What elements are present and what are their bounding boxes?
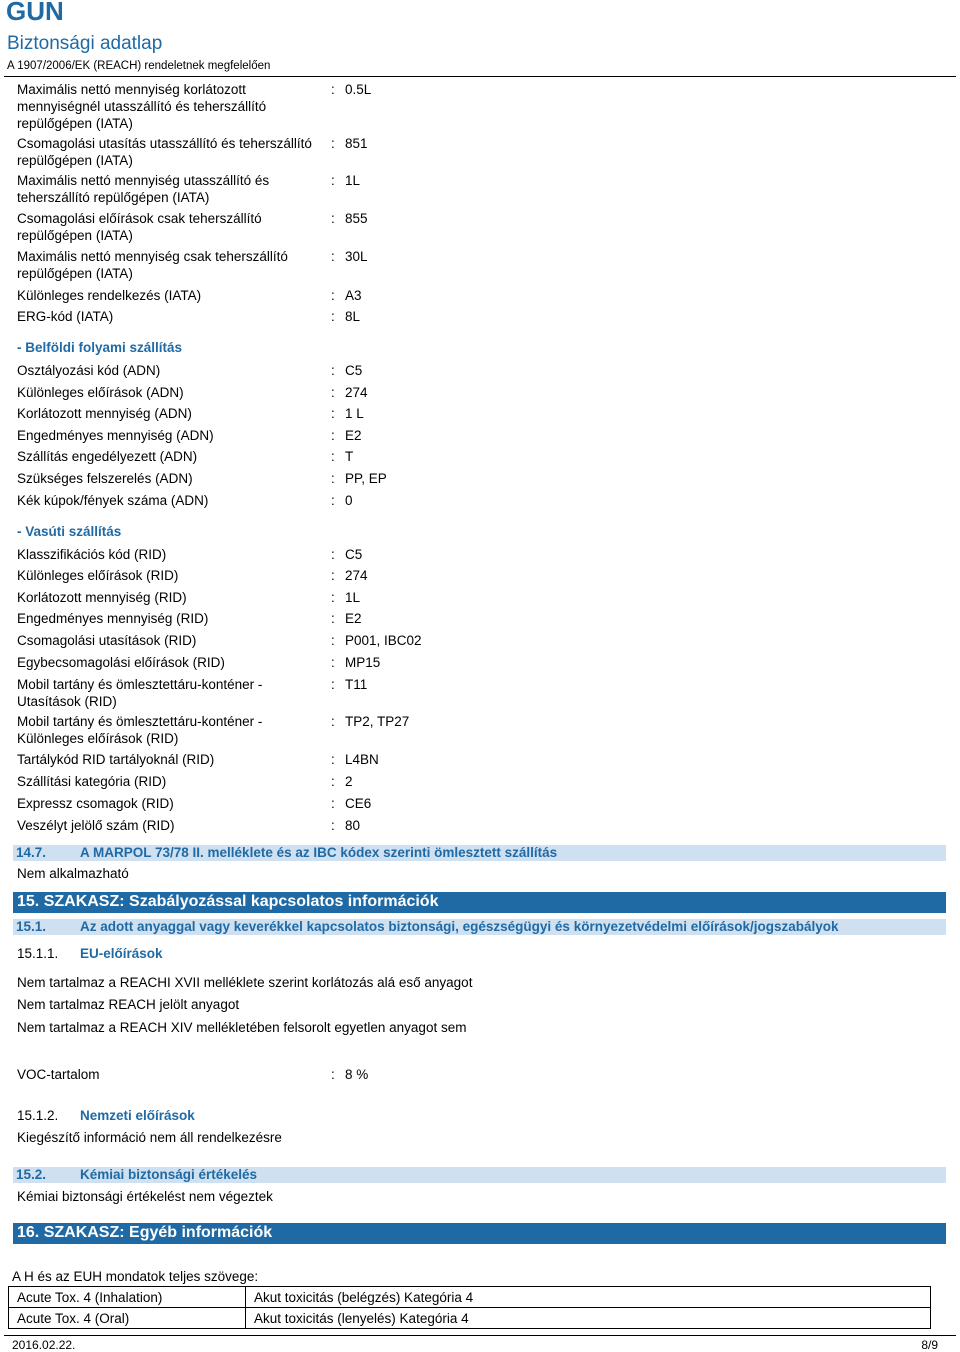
row-value: 0.5L bbox=[345, 82, 372, 97]
row-value: 2 bbox=[345, 774, 353, 789]
document-type: Biztonsági adatlap bbox=[7, 33, 163, 54]
product-title: GUN bbox=[6, 0, 64, 26]
footer-page-number: 8/9 bbox=[921, 1338, 938, 1352]
row-label: Különleges előírások (ADN) bbox=[17, 385, 184, 400]
voc-label: VOC-tartalom bbox=[17, 1067, 100, 1082]
adn-heading: - Belföldi folyami szállítás bbox=[17, 340, 183, 355]
eu-line: Nem tartalmaz REACH jelölt anyagot bbox=[17, 997, 240, 1012]
section-title: Nemzeti előírások bbox=[80, 1108, 195, 1123]
section-16-header bbox=[13, 1223, 946, 1244]
row-value: 274 bbox=[345, 385, 368, 400]
row-label: Maximális nettó mennyiség utasszállító és teherszállító repülőgépen (IATA) bbox=[17, 173, 270, 205]
row-label: Csomagolási utasítás utasszállító és teherszállító repülőgépen (IATA) bbox=[17, 136, 312, 168]
table-row bbox=[9, 1308, 931, 1329]
row-label: Különleges előírások (RID) bbox=[17, 568, 179, 583]
row-value: 851 bbox=[345, 136, 368, 151]
row-value: 80 bbox=[345, 818, 361, 833]
section-title: EU-előírások bbox=[80, 946, 163, 961]
h-phrases-table bbox=[8, 1286, 931, 1329]
row-value: 1 L bbox=[345, 406, 364, 421]
row-label: Mobil tartány és ömlesztettáru-konténer - Utasítások (RID) bbox=[17, 677, 263, 709]
section-number: 15.1. bbox=[16, 919, 47, 934]
row-value: 1L bbox=[345, 590, 361, 605]
row-value: T11 bbox=[345, 677, 368, 692]
row-label: Mobil tartány és ömlesztettáru-konténer - Különleges előírások (RID) bbox=[17, 714, 263, 746]
row-value: PP, EP bbox=[345, 471, 387, 486]
row-label: Szükséges felszerelés (ADN) bbox=[17, 471, 193, 486]
row-value: C5 bbox=[345, 363, 363, 378]
row-value: P001, IBC02 bbox=[345, 633, 422, 648]
row-label: Engedményes mennyiség (ADN) bbox=[17, 428, 214, 443]
section-number: 15.1.1. bbox=[17, 946, 59, 961]
section-15-header bbox=[13, 892, 946, 913]
row-label: Maximális nettó mennyiség korlátozott mennyiségnél utasszállító és teherszállító repülőgépen (IATA) bbox=[17, 82, 267, 131]
rid-heading: - Vasúti szállítás bbox=[17, 524, 122, 539]
section-number: 14.7. bbox=[16, 845, 47, 860]
row-value: CE6 bbox=[345, 796, 372, 811]
regulation-line: A 1907/2006/EK (REACH) rendeletnek megfelelően bbox=[7, 60, 271, 72]
section-title: A MARPOL 73/78 II. melléklete és az IBC kódex szerinti ömlesztett szállítás bbox=[80, 845, 558, 860]
section-14-7-text: Nem alkalmazható bbox=[17, 866, 129, 881]
section-15-1-2-text: Kiegészítő információ nem áll rendelkezésre bbox=[17, 1130, 282, 1145]
table-cell: Akut toxicitás (belégzés) Kategória 4 bbox=[246, 1287, 931, 1308]
row-label: Osztályozási kód (ADN) bbox=[17, 363, 161, 378]
row-value: TP2, TP27 bbox=[345, 714, 410, 729]
section-number: 15.2. bbox=[16, 1167, 47, 1182]
row-value: A3 bbox=[345, 288, 362, 303]
row-value: E2 bbox=[345, 428, 362, 443]
section-title: 15. SZAKASZ: Szabályozással kapcsolatos információk bbox=[17, 893, 439, 910]
row-label: Korlátozott mennyiség (RID) bbox=[17, 590, 187, 605]
row-value: C5 bbox=[345, 547, 363, 562]
footer-divider bbox=[4, 1335, 956, 1336]
row-label: Csomagolási előírások csak teherszállító repülőgépen (IATA) bbox=[17, 211, 262, 243]
row-label: Maximális nettó mennyiség csak teherszállító repülőgépen (IATA) bbox=[17, 249, 288, 281]
table-cell: Acute Tox. 4 (Inhalation) bbox=[9, 1287, 246, 1308]
section-15-1-bar bbox=[13, 919, 946, 935]
footer-date: 2016.02.22. bbox=[12, 1338, 76, 1352]
row-value: 8L bbox=[345, 309, 361, 324]
header-divider bbox=[4, 76, 956, 77]
row-label: ERG-kód (IATA) bbox=[17, 309, 114, 324]
row-label: Csomagolási utasítások (RID) bbox=[17, 633, 197, 648]
section-title: Az adott anyaggal vagy keverékkel kapcsolatos biztonsági, egészségügyi és környezetvédelmi előírások/jogszabályok bbox=[80, 919, 839, 934]
section-15-2-bar bbox=[13, 1167, 946, 1183]
row-label: Klasszifikációs kód (RID) bbox=[17, 547, 167, 562]
row-label: Tartálykód RID tartályoknál (RID) bbox=[17, 752, 215, 767]
row-label: Korlátozott mennyiség (ADN) bbox=[17, 406, 192, 421]
row-label: Expressz csomagok (RID) bbox=[17, 796, 174, 811]
section-15-2-text: Kémiai biztonsági értékelést nem végeztek bbox=[17, 1189, 273, 1204]
row-label: Veszélyt jelölő szám (RID) bbox=[17, 818, 175, 833]
row-value: T bbox=[345, 449, 354, 464]
row-label: Szállítás engedélyezett (ADN) bbox=[17, 449, 198, 464]
row-label: Engedményes mennyiség (RID) bbox=[17, 611, 209, 626]
row-value: MP15 bbox=[345, 655, 381, 670]
row-label: Szállítási kategória (RID) bbox=[17, 774, 167, 789]
row-value: 0 bbox=[345, 493, 353, 508]
table-cell: Acute Tox. 4 (Oral) bbox=[9, 1308, 246, 1329]
eu-line: Nem tartalmaz a REACH XIV mellékletében felsorolt egyetlen anyagot sem bbox=[17, 1020, 467, 1035]
eu-line: Nem tartalmaz a REACHI XVII melléklete szerint korlátozás alá eső anyagot bbox=[17, 975, 473, 990]
h-phrases-intro: A H és az EUH mondatok teljes szövege: bbox=[12, 1269, 259, 1284]
row-label: Különleges rendelkezés (IATA) bbox=[17, 288, 202, 303]
row-label: Kék kúpok/fények száma (ADN) bbox=[17, 493, 209, 508]
section-title: 16. SZAKASZ: Egyéb információk bbox=[17, 1224, 273, 1241]
section-number: 15.1.2. bbox=[17, 1108, 59, 1123]
row-label: Egybecsomagolási előírások (RID) bbox=[17, 655, 225, 670]
row-value: 30L bbox=[345, 249, 368, 264]
row-value: L4BN bbox=[345, 752, 379, 767]
table-row bbox=[9, 1287, 931, 1308]
row-value: E2 bbox=[345, 611, 362, 626]
table-cell: Akut toxicitás (lenyelés) Kategória 4 bbox=[246, 1308, 931, 1329]
section-title: Kémiai biztonsági értékelés bbox=[80, 1167, 258, 1182]
row-value: 855 bbox=[345, 211, 368, 226]
voc-value: 8 % bbox=[345, 1067, 369, 1082]
row-value: 274 bbox=[345, 568, 368, 583]
row-value: 1L bbox=[345, 173, 361, 188]
section-14-7-bar bbox=[13, 845, 946, 861]
